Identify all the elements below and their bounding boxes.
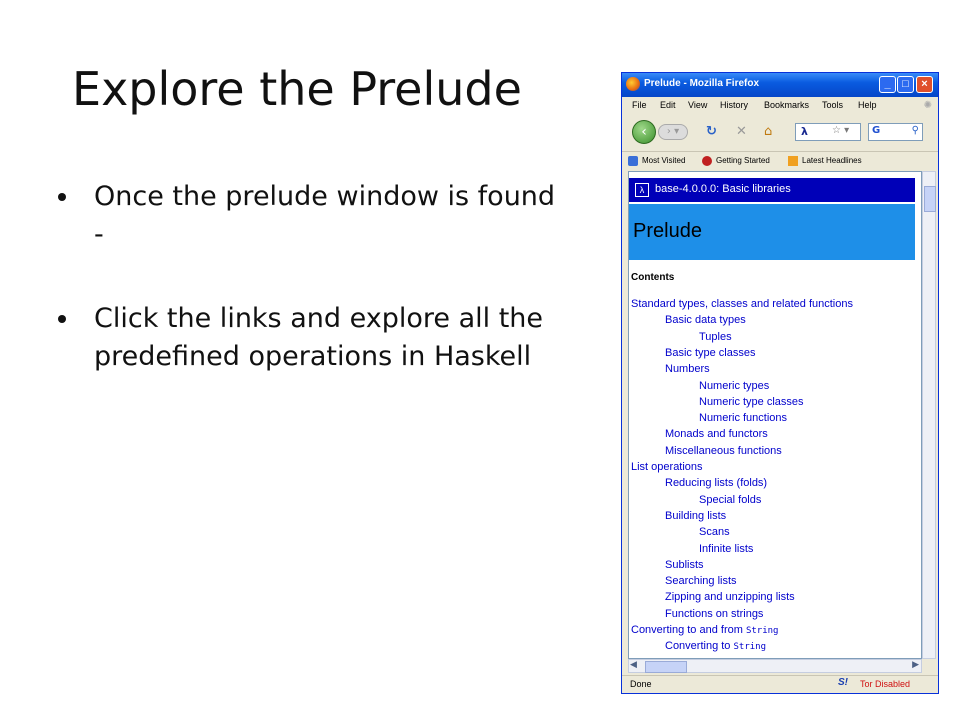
toc-link[interactable]: Scans bbox=[699, 526, 730, 539]
url-bar[interactable] bbox=[795, 123, 861, 141]
lambda-icon: λ bbox=[635, 183, 649, 197]
toc-link[interactable]: Zipping and unzipping lists bbox=[665, 591, 795, 604]
toc-link[interactable]: Basic type classes bbox=[665, 346, 756, 359]
toc-link[interactable]: Miscellaneous functions bbox=[665, 444, 782, 457]
toc-link[interactable]: Tuples bbox=[699, 330, 732, 343]
bullet-dot bbox=[58, 315, 66, 323]
getting-started-icon bbox=[702, 156, 712, 166]
menu-file[interactable]: File bbox=[632, 100, 647, 110]
scrollbar-thumb[interactable] bbox=[645, 661, 687, 673]
stop-icon[interactable]: ✕ bbox=[736, 124, 747, 139]
reload-icon[interactable]: ↻ bbox=[706, 124, 717, 139]
toc-link[interactable]: Numeric type classes bbox=[699, 395, 804, 408]
toc-link[interactable]: Reducing lists (folds) bbox=[665, 477, 768, 490]
site-icon: λ bbox=[801, 125, 808, 138]
search-bar[interactable] bbox=[868, 123, 923, 141]
firefox-icon bbox=[626, 77, 640, 91]
vertical-scrollbar[interactable] bbox=[922, 171, 936, 659]
toc-link[interactable]: List operations bbox=[631, 461, 703, 473]
window-title: Prelude - Mozilla Firefox bbox=[644, 78, 760, 89]
package-title: base-4.0.0.0: Basic libraries bbox=[655, 183, 791, 195]
bookmark-most-visited[interactable]: Most Visited bbox=[642, 156, 686, 165]
toc-link[interactable]: Numbers bbox=[665, 363, 710, 376]
menu-bar bbox=[622, 97, 938, 115]
page-content bbox=[628, 171, 922, 659]
throbber-icon: ✺ bbox=[923, 100, 932, 111]
toc-link[interactable]: Converting to String bbox=[665, 640, 766, 653]
navigation-toolbar bbox=[622, 117, 938, 147]
star-icon[interactable]: ☆ ▾ bbox=[832, 125, 850, 136]
toc-link[interactable]: Converting to and from String bbox=[631, 624, 779, 636]
toc-link[interactable]: Special folds bbox=[699, 493, 762, 506]
close-button[interactable]: × bbox=[916, 76, 933, 93]
scroll-right-icon[interactable]: ▶ bbox=[912, 660, 919, 670]
bullet-list bbox=[58, 178, 558, 422]
menu-bookmarks[interactable]: Bookmarks bbox=[764, 100, 810, 110]
toc-link[interactable]: Numeric functions bbox=[699, 412, 788, 425]
firefox-window bbox=[621, 72, 939, 694]
bullet-text: Once the prelude window is found - bbox=[94, 181, 556, 250]
tor-status[interactable]: Tor Disabled bbox=[860, 679, 911, 689]
bullet-text: Click the links and explore all the predefined operations in Haskell bbox=[94, 303, 544, 372]
back-button[interactable]: ‹ bbox=[632, 120, 656, 144]
window-titlebar[interactable] bbox=[622, 73, 938, 97]
bullet-item bbox=[58, 178, 558, 254]
menu-view[interactable]: View bbox=[688, 100, 708, 110]
minimize-button[interactable]: _ bbox=[879, 76, 896, 93]
toc-link[interactable]: Sublists bbox=[665, 558, 704, 571]
menu-help[interactable]: Help bbox=[858, 100, 877, 110]
contents-heading: Contents bbox=[631, 272, 675, 283]
toc-link[interactable]: Standard types, classes and related functions bbox=[631, 298, 853, 310]
home-icon[interactable]: ⌂ bbox=[764, 124, 773, 139]
status-text: Done bbox=[630, 679, 652, 689]
toc-link[interactable]: Infinite lists bbox=[699, 542, 754, 555]
toc-link[interactable]: Functions on strings bbox=[665, 607, 764, 620]
rss-icon bbox=[788, 156, 798, 166]
search-engine-icon[interactable]: G bbox=[872, 125, 881, 136]
module-title: Prelude bbox=[633, 220, 702, 242]
module-header bbox=[629, 204, 915, 260]
package-header bbox=[629, 178, 915, 202]
scrollbar-thumb[interactable] bbox=[924, 186, 936, 212]
toc-link[interactable]: Monads and functors bbox=[665, 428, 768, 441]
toc-link[interactable]: Basic data types bbox=[665, 314, 746, 327]
maximize-button[interactable]: □ bbox=[897, 76, 914, 93]
bookmark-getting-started[interactable]: Getting Started bbox=[716, 156, 770, 165]
search-icon[interactable]: ⚲ bbox=[911, 125, 919, 136]
forward-button[interactable]: › ▾ bbox=[658, 124, 688, 140]
horizontal-scrollbar[interactable] bbox=[628, 659, 922, 673]
bookmark-latest-headlines[interactable]: Latest Headlines bbox=[802, 156, 862, 165]
most-visited-icon bbox=[628, 156, 638, 166]
bullet-dot bbox=[58, 193, 66, 201]
bookmarks-toolbar bbox=[622, 151, 938, 170]
toc-link[interactable]: Numeric types bbox=[699, 379, 770, 392]
menu-edit[interactable]: Edit bbox=[660, 100, 676, 110]
bullet-item bbox=[58, 300, 558, 376]
status-bar bbox=[622, 675, 938, 694]
addon-icon[interactable]: S! bbox=[838, 677, 848, 688]
slide-title: Explore the Prelude bbox=[72, 62, 522, 116]
toc-link[interactable]: Searching lists bbox=[665, 575, 737, 588]
menu-history[interactable]: History bbox=[720, 100, 749, 110]
toc-link[interactable]: Building lists bbox=[665, 509, 727, 522]
menu-tools[interactable]: Tools bbox=[822, 100, 844, 110]
scroll-left-icon[interactable]: ◀ bbox=[630, 660, 637, 670]
